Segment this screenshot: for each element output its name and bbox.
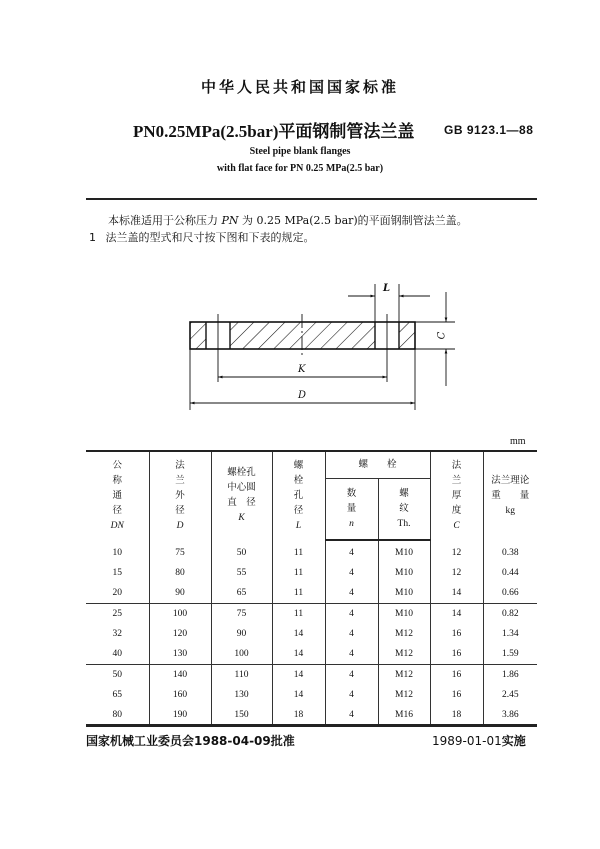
unit-label: mm xyxy=(510,436,526,447)
clause-text: 法兰盖的型式和尺寸按下图和下表的规定。 xyxy=(105,231,315,244)
table-row: 80 190 150 18 4 M16 18 3.86 xyxy=(86,705,537,726)
document-title-en-line2: with flat face for PN 0.25 MPa(2.5 bar) xyxy=(216,163,384,174)
standard-code: GB 9123.1—88 xyxy=(444,123,534,137)
scope-prefix: 本标准适用于公称压力 xyxy=(108,214,218,227)
table-row: 10 75 50 11 4 M10 12 0.38 xyxy=(86,540,537,563)
document-title-en-line1: Steel pipe blank flanges xyxy=(249,146,351,157)
header-flange-thickness: 法 兰 厚 度 C xyxy=(430,451,483,540)
header-nominal-diameter: 公 称 通 径 DN xyxy=(86,451,149,540)
effective-label: 实施 xyxy=(501,734,526,748)
table-row: 65 160 130 14 4 M12 16 2.45 xyxy=(86,685,537,705)
scope-pn: PN xyxy=(221,214,239,227)
effective-date: 1989-01-01 xyxy=(432,734,502,748)
table-row: 40 130 100 14 4 M12 16 1.59 xyxy=(86,644,537,665)
table-row: 25 100 75 11 4 M10 14 0.82 xyxy=(86,604,537,625)
dimension-label-l: L xyxy=(383,283,391,294)
header-flange-outer-diameter: 法 兰 外 径 D xyxy=(149,451,211,540)
header-bolt-group: 螺 栓 xyxy=(325,451,430,479)
standard-authority: 中华人民共和国国家标准 xyxy=(200,78,399,96)
table-row: 20 90 65 11 4 M10 14 0.66 xyxy=(86,583,537,604)
effective-statement xyxy=(432,732,526,749)
dimension-label-d: D xyxy=(298,390,307,401)
clause-number: 1 xyxy=(89,231,96,244)
table-row: 50 140 110 14 4 M12 16 1.86 xyxy=(86,665,537,686)
dimension-label-c: C xyxy=(436,331,448,340)
table-row: 15 80 55 11 4 M10 12 0.44 xyxy=(86,563,537,583)
header-bolt-hole-diameter: 螺 栓 孔 径 L xyxy=(272,451,325,540)
header-bolt-circle-diameter: 螺栓孔 中心圆 直 径 K xyxy=(211,451,272,540)
scope-suffix: 为 0.25 MPa(2.5 bar)的平面钢制管法兰盖。 xyxy=(242,214,468,227)
footer-divider xyxy=(86,724,537,726)
table-row: 32 120 90 14 4 M12 16 1.34 xyxy=(86,624,537,644)
flange-dimension-table xyxy=(86,450,537,727)
header-theoretical-weight: 法兰理论 重 量 kg xyxy=(483,451,537,540)
document-title-cn: PN0.25MPa(2.5bar)平面钢制管法兰盖 xyxy=(133,122,415,141)
approval-statement: 国家机械工业委员会1988-04-09批准 xyxy=(86,734,295,748)
dimension-label-k: K xyxy=(298,364,306,375)
header-bolt-quantity: 数 量 n xyxy=(325,479,378,541)
header-bolt-thread: 螺 纹 Th. xyxy=(378,479,430,541)
